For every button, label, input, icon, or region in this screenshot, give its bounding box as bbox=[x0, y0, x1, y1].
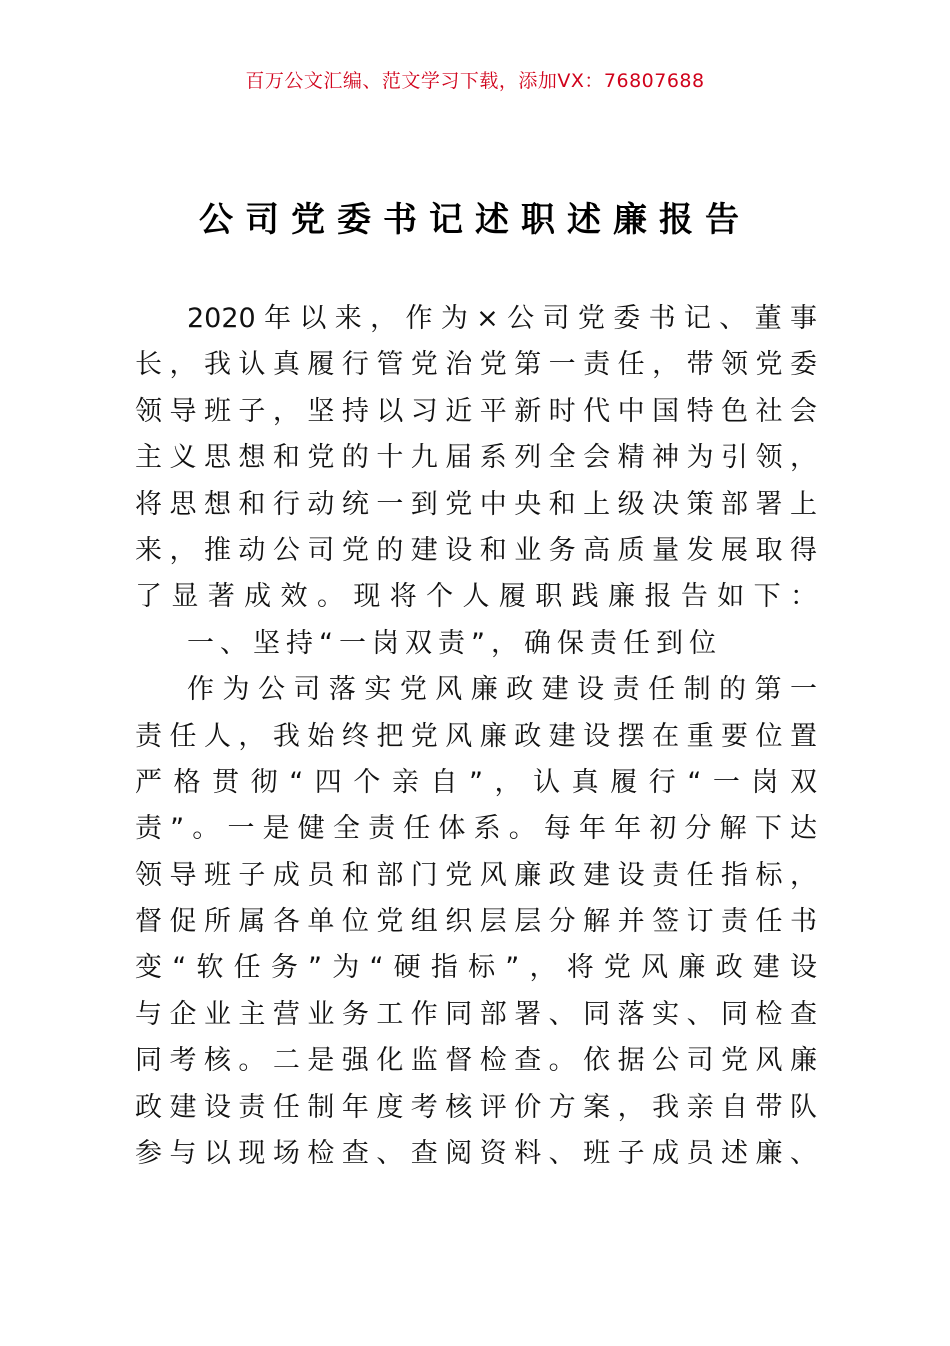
body-line: 了显著成效。现将个人履职践廉报告如下： bbox=[135, 581, 817, 613]
body-line: 同考核。二是强化监督检查。依据公司党风廉 bbox=[135, 1045, 817, 1077]
document-body bbox=[135, 296, 817, 1177]
body-line: 长，我认真履行管党治党第一责任，带领党委 bbox=[135, 349, 817, 381]
body-line: 来，推动公司党的建设和业务高质量发展取得 bbox=[135, 534, 817, 566]
section-heading: 一、坚持“一岗双责”，确保责任到位 bbox=[187, 627, 722, 659]
body-line: 责任人，我始终把党风廉政建设摆在重要位置 bbox=[135, 720, 817, 752]
document-title: 公司党委书记述职述廉报告 bbox=[199, 200, 751, 240]
body-line: 2020年以来，作为×公司党委书记、董事 bbox=[187, 303, 817, 334]
body-line: 责”。一是健全责任体系。每年年初分解下达 bbox=[135, 813, 817, 845]
body-line: 严格贯彻“四个亲自”，认真履行“一岗双 bbox=[135, 766, 817, 798]
body-line: 变“软任务”为“硬指标”，将党风廉政建设 bbox=[135, 952, 817, 984]
body-line: 督促所属各单位党组织层层分解并签订责任书 bbox=[135, 906, 817, 938]
body-line: 领导班子成员和部门党风廉政建设责任指标， bbox=[135, 859, 817, 891]
body-line: 参与以现场检查、查阅资料、班子成员述廉、 bbox=[135, 1138, 817, 1170]
body-line: 与企业主营业务工作同部署、同落实、同检查 bbox=[135, 998, 817, 1030]
body-line: 将思想和行动统一到党中央和上级决策部署上 bbox=[135, 488, 817, 520]
body-line: 政建设责任制年度考核评价方案，我亲自带队 bbox=[135, 1091, 817, 1123]
body-line: 作为公司落实党风廉政建设责任制的第一 bbox=[187, 674, 817, 706]
promo-banner: 百万公文汇编、范文学习下载，添加VX：76807688 bbox=[245, 70, 705, 92]
body-line: 主义思想和党的十九届系列全会精神为引领， bbox=[135, 442, 817, 474]
body-line: 领导班子，坚持以习近平新时代中国特色社会 bbox=[135, 395, 817, 427]
